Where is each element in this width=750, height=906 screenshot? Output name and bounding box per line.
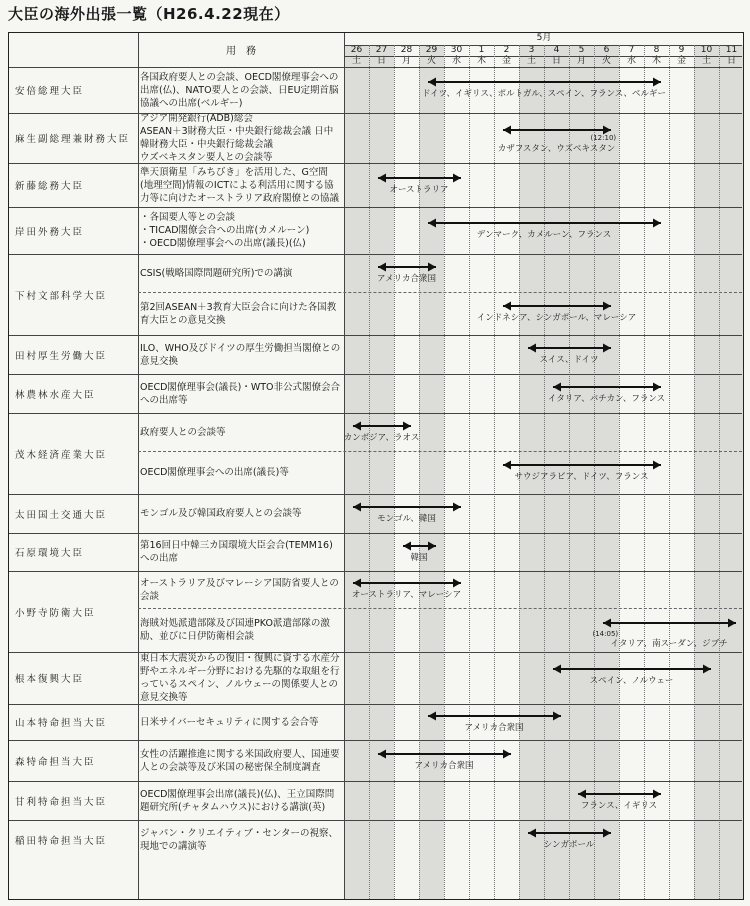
trip-destination: イタリア、バチカン、フランス xyxy=(547,394,666,404)
day-of-week: 金 xyxy=(501,56,511,66)
day-column-divider xyxy=(369,45,370,900)
trip-arrow xyxy=(603,618,736,628)
trip-arrow xyxy=(503,301,611,311)
arrow-head-left xyxy=(378,749,386,759)
arrow-head-right xyxy=(453,173,461,183)
day-number: 5 xyxy=(578,45,585,55)
trip-arrow xyxy=(578,789,661,799)
trip-arrow xyxy=(528,343,611,353)
arrow-head-left xyxy=(528,343,536,353)
trip-destination: デンマーク、カメルーン、フランス xyxy=(476,230,612,240)
minister-name: 甘利特命担当大臣 xyxy=(15,796,108,808)
day-number: 10 xyxy=(700,45,713,55)
trip-destination: インドネシア、シンガポール、マレーシア xyxy=(476,313,637,323)
arrow-head-left xyxy=(403,541,411,551)
arrow-head-left xyxy=(503,301,511,311)
minister-name: 小野寺防衛大臣 xyxy=(15,607,96,619)
trip-duty: ILO、WHO及びドイツの厚生労働担当閣僚との意見交換 xyxy=(140,342,341,367)
trip-duty: 政府要人との会談等 xyxy=(140,426,226,438)
day-number: 7 xyxy=(628,45,635,55)
day-column-divider xyxy=(694,45,695,900)
arrow-head-right xyxy=(453,578,461,588)
trip-arrow xyxy=(378,173,461,183)
trip-duty: 女性の活躍推進に関する米国政府要人、国連要人との会談等及び米国の秘密保全制度調査 xyxy=(140,748,340,773)
trip-destination: アメリカ合衆国 xyxy=(414,761,474,771)
minister-name: 岸田外務大臣 xyxy=(15,226,85,238)
arrow-head-left xyxy=(553,664,561,674)
minister-name: 根本復興大臣 xyxy=(15,674,85,685)
arrow-head-right xyxy=(653,460,661,470)
trip-duty: 準天頂衛星「みちびき」を活用した、G空間(地理空間)情報のICTによる利活用に関する協力等に向けたオーストラリア政府閣僚との協議 xyxy=(140,166,340,204)
arrow-head-right xyxy=(653,77,661,87)
day-of-week: 月 xyxy=(401,56,411,66)
trip-arrow xyxy=(353,502,461,512)
arrow-head-right xyxy=(428,262,436,272)
trip-duty: 第2回ASEAN＋3教育大臣会合に向けた各国教育大臣との意見交換 xyxy=(140,301,337,326)
arrow-head-left xyxy=(353,421,361,431)
trip-duty: CSIS(戦略国際問題研究所)での講演 xyxy=(140,267,293,279)
trip-destination: シンガポール xyxy=(543,840,595,850)
arrow-head-left xyxy=(553,382,561,392)
arrow-head-left xyxy=(428,77,436,87)
minister-name: 石原環境大臣 xyxy=(15,548,85,559)
month-label: 5月 xyxy=(536,33,552,43)
minister-name: 新藤総務大臣 xyxy=(15,181,85,192)
arrow-head-left xyxy=(378,173,386,183)
arrow-head-right xyxy=(653,789,661,799)
trip-arrow xyxy=(428,218,661,228)
arrow-head-left xyxy=(528,828,536,838)
trip-duty: OECD閣僚理事会(議長)・WTO非公式閣僚会合への出席等 xyxy=(140,381,341,406)
arrow-head-right xyxy=(653,382,661,392)
arrow-head-left xyxy=(578,789,586,799)
trip-duty: 東日本大震災からの復旧・復興に資する水産分野やエネルギー分野における先駆的な取組を行っているスペイン、ノルウェーの関係要人との意見交換等 xyxy=(140,653,340,703)
day-column-divider xyxy=(494,45,495,900)
trip-destination: スペイン、ノルウェー xyxy=(589,676,674,686)
day-of-week: 月 xyxy=(576,56,586,66)
minister-name: 林農林水産大臣 xyxy=(15,389,96,401)
minister-name: 安倍総理大臣 xyxy=(15,86,85,97)
trip-destination: 韓国 xyxy=(410,553,428,563)
minister-name: 下村文部科学大臣 xyxy=(15,290,108,302)
day-number: 3 xyxy=(528,45,535,55)
day-number: 9 xyxy=(678,45,685,55)
day-of-week: 土 xyxy=(351,56,361,66)
trip-duty: 日米サイバーセキュリティに関する会合等 xyxy=(140,716,319,728)
trip-time-note: (14:05) xyxy=(592,630,619,638)
arrow-head-left xyxy=(353,578,361,588)
arrow-head-right xyxy=(503,749,511,759)
trip-destination: スイス、ドイツ xyxy=(539,355,599,365)
trip-arrow xyxy=(378,749,511,759)
day-of-week: 水 xyxy=(626,56,636,66)
minister-name: 麻生副総理兼財務大臣 xyxy=(15,134,131,145)
trip-arrow xyxy=(553,664,711,674)
page-title: 大臣の海外出張一覧（H26.4.22現在） xyxy=(8,5,290,23)
trip-time-note: (12:10) xyxy=(590,134,617,142)
arrow-head-right xyxy=(603,828,611,838)
arrow-head-left xyxy=(428,711,436,721)
day-column-divider xyxy=(719,45,720,900)
day-of-week: 木 xyxy=(651,56,661,66)
trip-duty: ・各国要人等との会談 ・TICAD閣僚会合への出席(カメルーン) ・OECD閣僚理事会への出席(議長)(仏) xyxy=(140,212,310,249)
day-number: 28 xyxy=(400,45,413,55)
arrow-head-right xyxy=(728,618,736,628)
arrow-head-right xyxy=(403,421,411,431)
trip-destination: アメリカ合衆国 xyxy=(464,723,524,733)
arrow-head-left xyxy=(503,460,511,470)
arrow-head-left xyxy=(353,502,361,512)
month-divider xyxy=(344,45,742,46)
day-of-week: 日 xyxy=(726,56,736,66)
minister-name: 山本特命担当大臣 xyxy=(15,718,108,729)
trip-destination: モンゴル、韓国 xyxy=(377,514,436,524)
trip-duty: 第16回日中韓三カ国環境大臣会合(TEMM16)への出席 xyxy=(140,540,333,564)
day-number: 27 xyxy=(375,45,388,55)
day-of-week: 日 xyxy=(551,56,561,66)
trip-duty: オーストラリア及びマレーシア国防省要人との会談 xyxy=(140,577,339,602)
trip-arrow xyxy=(353,578,461,588)
minister-name: 森特命担当大臣 xyxy=(15,756,96,768)
arrow-head-right xyxy=(428,541,436,551)
trip-arrow xyxy=(503,460,661,470)
arrow-head-right xyxy=(703,664,711,674)
minister-name: 茂木経済産業大臣 xyxy=(15,449,108,461)
trip-duty: アジア開発銀行(ADB)総会 ASEAN＋3財務大臣・中央銀行総裁会議 日中韓財務大臣・中央銀行総裁会議 ウズベキスタン要人との会談等 xyxy=(140,113,334,163)
trip-duty: 各国政府要人との会談、OECD閣僚理事会への出席(仏)、NATO要人との会談、日EU定期首脳協議への出席(ベルギー) xyxy=(140,71,339,109)
trip-duty: ジャパン・クリエイティブ・センターの視察、現地での講演等 xyxy=(140,827,338,852)
day-number: 11 xyxy=(725,45,738,55)
trip-destination: オーストラリア xyxy=(389,185,449,195)
trip-duty: OECD閣僚理事会出席(議長)(仏)、王立国際問題研究所(チャタムハウス)における講演(英) xyxy=(140,788,335,813)
minister-name: 稲田特命担当大臣 xyxy=(15,835,108,847)
day-of-week: 土 xyxy=(526,56,536,66)
arrow-head-right xyxy=(603,301,611,311)
column-header-duty: 用 務 xyxy=(226,46,256,57)
minister-name: 田村厚生労働大臣 xyxy=(15,350,108,362)
arrow-head-left xyxy=(603,618,611,628)
day-column-divider xyxy=(469,45,470,900)
trip-arrow xyxy=(528,828,611,838)
day-of-week: 土 xyxy=(701,56,711,66)
minister-name: 太田国土交通大臣 xyxy=(15,509,108,521)
trip-destination: イタリア、南スーダン、ジブチ xyxy=(610,639,728,649)
trip-destination: カザフスタン、ウズベキスタン xyxy=(497,144,616,154)
day-number: 8 xyxy=(653,45,660,55)
arrow-head-right xyxy=(453,502,461,512)
arrow-head-left xyxy=(503,125,511,135)
trip-destination: フランス、イギリス xyxy=(580,801,658,811)
trip-arrow xyxy=(428,77,661,87)
day-of-week: 火 xyxy=(426,56,436,66)
trip-duty: 海賊対処派遣部隊及び国連PKO派遣部隊の激励、並びに日伊防衛相会談 xyxy=(140,618,330,642)
trip-arrow xyxy=(553,382,661,392)
day-number: 29 xyxy=(425,45,438,55)
arrow-head-right xyxy=(603,343,611,353)
trip-schedule-table xyxy=(8,32,744,900)
day-divider xyxy=(344,56,742,57)
day-number: 26 xyxy=(350,45,363,55)
day-column-divider xyxy=(669,45,670,900)
trip-destination: オーストラリア、マレーシア xyxy=(351,590,462,600)
trip-destination: ドイツ、イギリス、ポルトガル、スペイン、フランス、ベルギー xyxy=(422,89,666,99)
day-of-week: 金 xyxy=(676,56,686,66)
day-number: 2 xyxy=(503,45,510,55)
holiday-column-shade xyxy=(719,45,744,900)
holiday-column-shade xyxy=(344,45,369,900)
day-number: 4 xyxy=(553,45,560,55)
day-number: 30 xyxy=(450,45,463,55)
trip-arrow xyxy=(428,711,561,721)
arrow-head-right xyxy=(553,711,561,721)
arrow-head-right xyxy=(653,218,661,228)
trip-destination: サウジアラビア、ドイツ、フランス xyxy=(514,472,649,482)
arrow-head-left xyxy=(428,218,436,228)
trip-destination: カンボジア、ラオス xyxy=(343,433,420,443)
day-of-week: 木 xyxy=(476,56,486,66)
day-number: 1 xyxy=(478,45,485,55)
day-number: 6 xyxy=(603,45,610,55)
arrow-head-left xyxy=(378,262,386,272)
day-of-week: 日 xyxy=(376,56,386,66)
holiday-column-shade xyxy=(694,45,719,900)
trip-duty: モンゴル及び韓国政府要人との会談等 xyxy=(140,508,302,519)
trip-duty: OECD閣僚理事会への出席(議長)等 xyxy=(140,467,289,478)
day-of-week: 火 xyxy=(601,56,611,66)
day-of-week: 水 xyxy=(451,56,461,66)
trip-destination: アメリカ合衆国 xyxy=(377,274,436,284)
